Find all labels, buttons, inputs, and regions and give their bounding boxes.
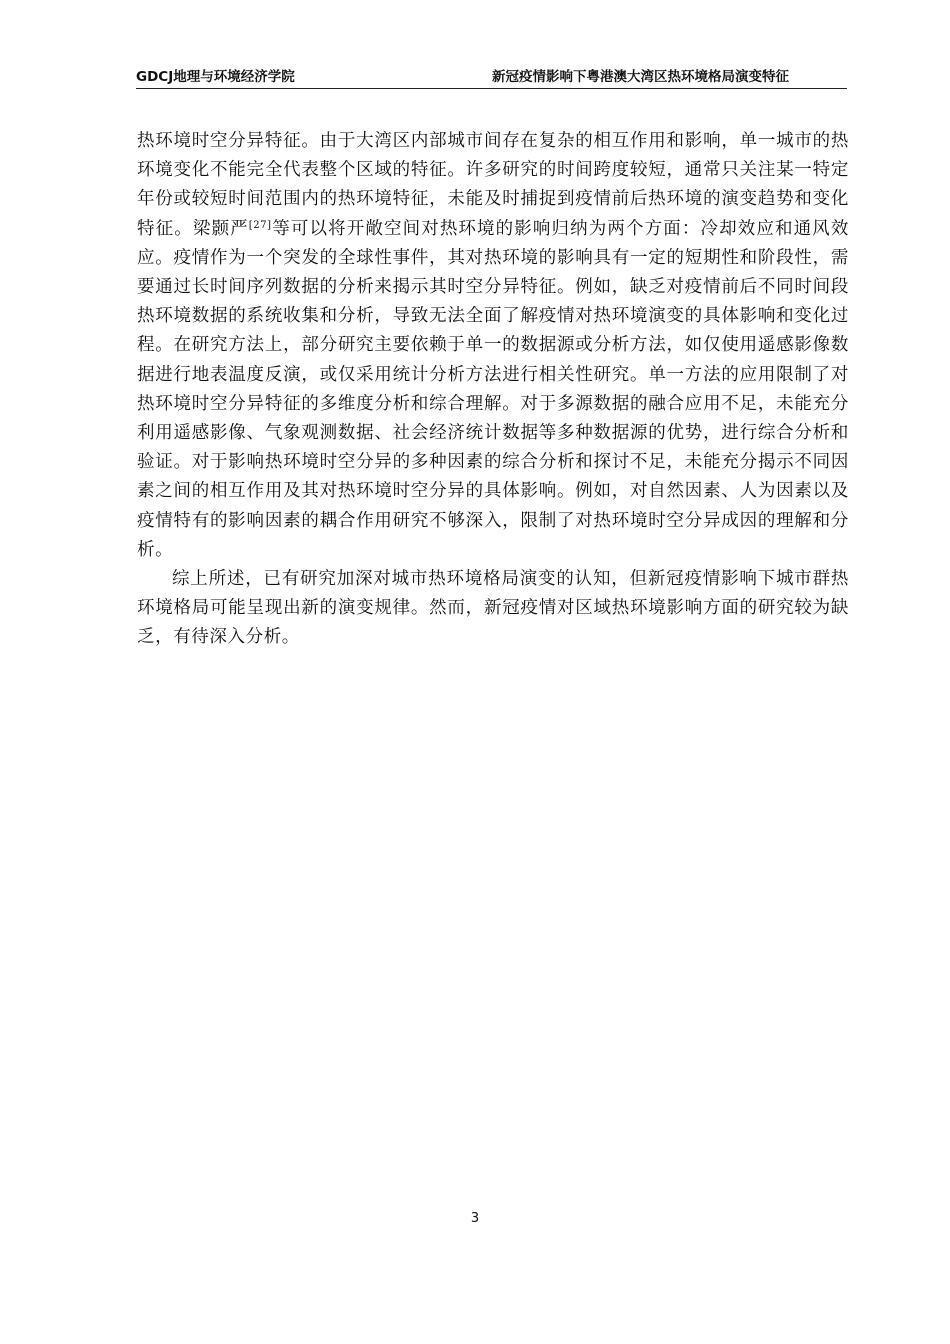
page-number: 3 — [470, 1211, 480, 1226]
header-institution: GDCJ地理与环境经济学院 — [136, 69, 295, 85]
paragraph-1 — [137, 127, 849, 565]
citation-27[interactable]: [27] — [248, 219, 272, 231]
body-text — [137, 127, 849, 653]
paragraph-2: 综上所述，已有研究加深对城市热环境格局演变的认知，但新冠疫情影响下城市群热环境格局可能呈现出新的演变规律。然而，新冠疫情对区域热环境影响方面的研究较为缺乏，有待深入分析。 — [137, 569, 849, 648]
page-header — [136, 68, 847, 89]
header-paper-title: 新冠疫情影响下粤港澳大湾区热环境格局演变特征 — [492, 69, 789, 85]
paragraph-1-part-1: 热环境时空分异特征。由于大湾区内部城市间存在复杂的相互作用和影响，单一城市的热环境变化不能完全代表整个区域的特征。许多研究的时间跨度较短，通常只关注某一特定年份或较短时间范围内的热环境特征，未能及时捕捉到疫情前后热环境的演变趋势和变化特征。梁颢严 — [137, 131, 849, 239]
paragraph-1-part-2: 等可以将开敞空间对热环境的影响归纳为两个方面：冷却效应和通风效应。疫情作为一个突发的全球性事件，其对热环境的影响具有一定的短期性和阶段性，需要通过长时间序列数据的分析来揭示其时空分异特征。例如，缺乏对疫情前后不同时间段热环境数据的系统收集和分析，导致无法全面了解疫情对热环境演变的具体影响和变化过程。在研究方法上，部分研究主要依赖于单一的数据源或分析方法，如仅使用遥感影像数据进行地表温度反演，或仅采用统计分析方法进行相关性研究。单一方法的应用限制了对热环境时空分异特征的多维度分析和综合理解。对于多源数据的融合应用不足，未能充分利用遥感影像、气象观测数据、社会经济统计数据等多种数据源的优势，进行综合分析和验证。对于影响热环境时空分异的多种因素的综合分析和探讨不足，未能充分揭示不同因素之间的相互作用及其对热环境时空分异的具体影响。例如，对自然因素、人为因素以及疫情特有的影响因素的耦合作用研究不够深入，限制了对热环境时空分异成因的理解和分析。 — [137, 218, 849, 560]
